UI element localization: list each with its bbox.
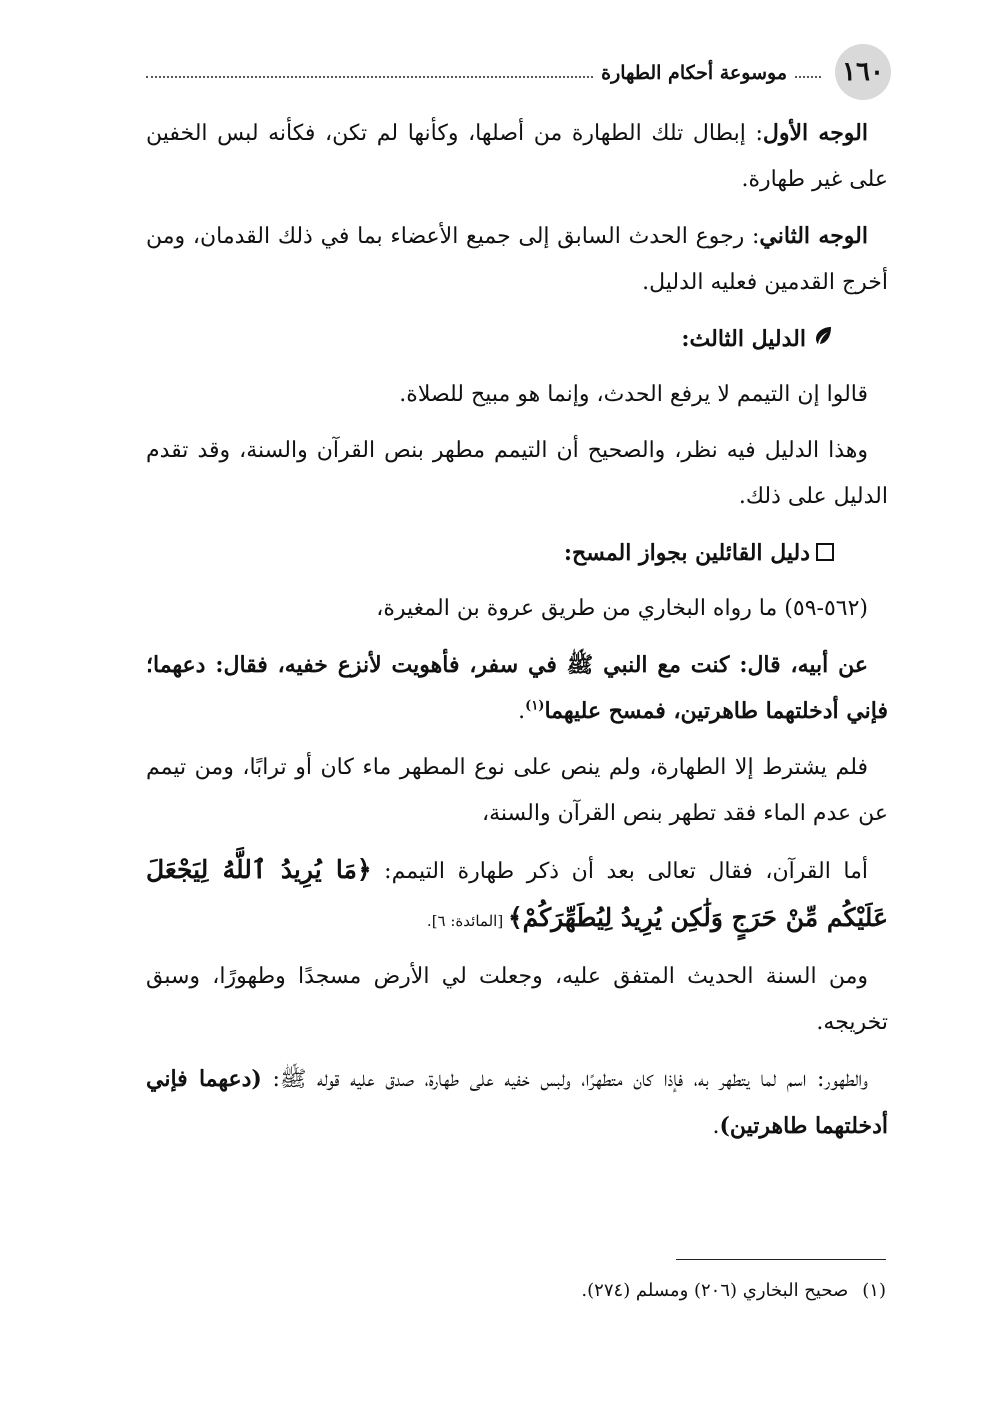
paragraph-sunnah: ومن السنة الحديث المتفق عليه، وجعلت لي الأرض مسجدًا وطهورًا، وسبق تخريجه.: [146, 964, 888, 1035]
subheading-evidence-permitting: [146, 530, 888, 576]
footnote-divider: [676, 1259, 886, 1260]
paragraph-response: وهذا الدليل فيه نظر، والصحيح أن التيمم مطهر بنص القرآن والسنة، وقد تقدم الدليل على ذلك.: [146, 438, 888, 509]
hadith-text: [146, 642, 888, 735]
page-body: [146, 110, 888, 1160]
header-dots-right: [795, 76, 821, 78]
paragraph-narration: (٥٦٢-٥٩) ما رواه البخاري من طريق عروة بن المغيرة،: [376, 596, 868, 621]
second-aspect-label: الوجه الثاني: [759, 223, 868, 249]
tahur-quote: (دعهما فإني أدخلتهما طاهرتين): [146, 1066, 888, 1139]
header-dots-left: [146, 76, 593, 78]
paragraph-condition: فلم يشترط إلا الطهارة، ولم ينص على نوع المطهر ماء كان أو ترابًا، ومن تيمم عن عدم الماء فقد تطهر بنص القرآن والسنة،: [146, 755, 888, 826]
hadith-body: عن أبيه، قال: كنت مع النبي ﷺ في سفر، فأهويت لأنزع خفيه، فقال: دعهما؛ فإني أدخلتهما طاهرتين، فمسح عليهما: [146, 652, 888, 724]
paragraph-claim: قالوا إن التيمم لا يرفع الحدث، وإنما هو مبيح للصلاة.: [399, 382, 868, 407]
paragraph-first-aspect: [146, 110, 888, 203]
first-aspect-text: : إبطال تلك الطهارة من أصلها، وكأنها لم تكن، فكأنه لبس الخفين على غير طهارة.: [146, 121, 888, 192]
tahur-text: والطهور: اسم لما يتطهر به، فإذا كان متطهرًا، ولبس خفيه على طهارة، صدق عليه قوله ﷺ:: [261, 1067, 868, 1092]
footnote-marker: (١): [525, 698, 545, 714]
book-title: موسوعة أحكام الطهارة: [601, 62, 787, 84]
third-evidence-title: الدليل الثالث:: [681, 326, 806, 352]
quran-reference: [المائدة: ٦].: [426, 912, 508, 930]
first-aspect-label: الوجه الأول: [762, 120, 868, 146]
paragraph-tahur: [146, 1056, 888, 1150]
footnote-text: صحيح البخاري (٢٠٦) ومسلم (٢٧٤).: [581, 1280, 849, 1301]
page-number: ١٦٠: [835, 44, 891, 100]
second-aspect-text: : رجوع الحدث السابق إلى جميع الأعضاء بما في ذلك القدمان، ومن أخرج القدمين فعليه الدليل.: [146, 224, 888, 295]
checkbox-square-icon: [816, 543, 834, 561]
leaf-ornament-icon: [812, 316, 834, 362]
quran-verse: ﴿مَا يُرِيدُ ٱللَّهُ لِيَجْعَلَ عَلَيْكُم مِّنْ حَرَجٍ وَلَٰكِن يُرِيدُ لِيُطَهِّرَكُمْ﴾: [146, 855, 888, 932]
quran-intro: أما القرآن، فقال تعالى بعد أن ذكر طهارة التيمم:: [371, 859, 868, 884]
tahur-end: .: [712, 1114, 720, 1139]
paragraph-quran: [146, 847, 888, 944]
subheading-text: دليل القائلين بجواز المسح:: [563, 540, 810, 566]
paragraph-second-aspect: [146, 213, 888, 306]
running-title: [146, 58, 821, 88]
hadith-end: .: [518, 699, 526, 724]
footnote: [144, 1276, 886, 1306]
heading-third-evidence: [146, 316, 888, 362]
footnote-number: (١): [862, 1280, 886, 1301]
page-header: [146, 44, 891, 106]
